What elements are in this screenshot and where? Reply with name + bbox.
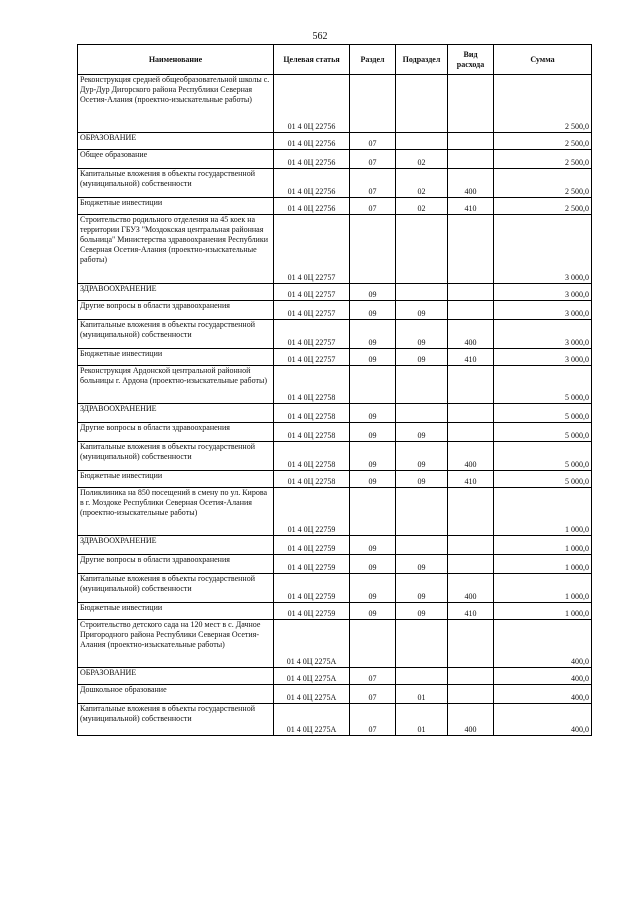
table-header-row [78,45,592,75]
cell-subsection: 09 [396,574,448,603]
cell-amount: 400,0 [494,620,592,668]
table-row [78,536,592,555]
cell-subsection: 02 [396,169,448,198]
cell-subsection [396,215,448,284]
cell-name: Капитальные вложения в объекты государственной (муниципальной) собственности [78,320,274,349]
header-amount: Сумма [494,45,592,75]
cell-section: 09 [350,320,396,349]
cell-amount: 1 000,0 [494,488,592,536]
cell-name: Другие вопросы в области здравоохранения [78,301,274,320]
cell-amount: 400,0 [494,685,592,704]
cell-amount: 400,0 [494,704,592,736]
cell-subsection [396,668,448,685]
table-row [78,133,592,150]
cell-article: 01 4 0Ц 22756 [274,169,350,198]
table-row [78,471,592,488]
cell-subsection: 09 [396,603,448,620]
table-row [78,215,592,284]
cell-article: 01 4 0Ц 2275А [274,685,350,704]
cell-expense-type: 410 [448,349,494,366]
cell-subsection: 09 [396,301,448,320]
cell-name: Бюджетные инвестиции [78,471,274,488]
cell-name: Бюджетные инвестиции [78,198,274,215]
cell-name: Бюджетные инвестиции [78,603,274,620]
cell-amount: 2 500,0 [494,169,592,198]
cell-section: 09 [350,536,396,555]
cell-article: 01 4 0Ц 22757 [274,320,350,349]
cell-subsection: 01 [396,704,448,736]
cell-subsection: 01 [396,685,448,704]
budget-table [77,44,592,736]
cell-subsection: 02 [396,198,448,215]
cell-article: 01 4 0Ц 22758 [274,366,350,404]
cell-expense-type: 410 [448,603,494,620]
table-row [78,169,592,198]
cell-section: 09 [350,574,396,603]
cell-section [350,75,396,133]
cell-amount: 5 000,0 [494,442,592,471]
table-row [78,301,592,320]
cell-section: 07 [350,668,396,685]
cell-expense-type [448,620,494,668]
cell-amount: 5 000,0 [494,366,592,404]
cell-article: 01 4 0Ц 22757 [274,349,350,366]
cell-subsection [396,133,448,150]
cell-section [350,215,396,284]
cell-article: 01 4 0Ц 22757 [274,301,350,320]
cell-name: ЗДРАВООХРАНЕНИЕ [78,536,274,555]
cell-name: Строительство родильного отделения на 45 коек на территории ГБУЗ "Моздокская центральная районная больница" Министерства здравоохранения Республики Северная Осетия-Алания (проектно-изыскательные работы) [78,215,274,284]
cell-article: 01 4 0Ц 22757 [274,215,350,284]
cell-name: ОБРАЗОВАНИЕ [78,668,274,685]
cell-amount: 2 500,0 [494,75,592,133]
cell-name: Другие вопросы в области здравоохранения [78,423,274,442]
cell-section: 09 [350,471,396,488]
cell-expense-type [448,215,494,284]
cell-name: ЗДРАВООХРАНЕНИЕ [78,404,274,423]
cell-amount: 1 000,0 [494,536,592,555]
table-row [78,349,592,366]
cell-expense-type [448,555,494,574]
cell-amount: 2 500,0 [494,133,592,150]
cell-section [350,488,396,536]
table-row [78,320,592,349]
cell-section: 09 [350,603,396,620]
cell-article: 01 4 0Ц 22757 [274,284,350,301]
cell-expense-type [448,366,494,404]
cell-name: Реконструкция Ардонской центральной районной больницы г. Ардона (проектно-изыскательные работы) [78,366,274,404]
table-row [78,603,592,620]
cell-section: 09 [350,404,396,423]
cell-subsection: 09 [396,423,448,442]
cell-article: 01 4 0Ц 22756 [274,133,350,150]
page-number: 562 [312,31,328,42]
cell-subsection: 09 [396,471,448,488]
cell-article: 01 4 0Ц 22759 [274,555,350,574]
cell-amount: 3 000,0 [494,320,592,349]
cell-subsection [396,620,448,668]
cell-name: Дошкольное образование [78,685,274,704]
cell-amount: 5 000,0 [494,471,592,488]
table-row [78,404,592,423]
cell-expense-type: 410 [448,471,494,488]
cell-subsection [396,404,448,423]
cell-amount: 2 500,0 [494,150,592,169]
cell-subsection: 09 [396,320,448,349]
cell-expense-type [448,133,494,150]
cell-article: 01 4 0Ц 22759 [274,488,350,536]
cell-name: Другие вопросы в области здравоохранения [78,555,274,574]
cell-article: 01 4 0Ц 22756 [274,198,350,215]
table-row [78,704,592,736]
cell-amount: 1 000,0 [494,574,592,603]
cell-name: Бюджетные инвестиции [78,349,274,366]
cell-subsection: 02 [396,150,448,169]
cell-article: 01 4 0Ц 22758 [274,442,350,471]
cell-name: Капитальные вложения в объекты государственной (муниципальной) собственности [78,442,274,471]
cell-expense-type [448,404,494,423]
cell-name: ЗДРАВООХРАНЕНИЕ [78,284,274,301]
cell-section: 07 [350,704,396,736]
cell-article: 01 4 0Ц 2275А [274,668,350,685]
cell-name: Реконструкция средней общеобразовательной школы с. Дур-Дур Дигорского района Республики Северная Осетия-Алания (проектно-изыскательные работы) [78,75,274,133]
table-row [78,442,592,471]
table-row [78,668,592,685]
table-row [78,198,592,215]
cell-subsection: 09 [396,442,448,471]
cell-section: 09 [350,349,396,366]
cell-article: 01 4 0Ц 22756 [274,150,350,169]
cell-amount: 1 000,0 [494,603,592,620]
cell-subsection [396,284,448,301]
header-expense-type: Вид расхода [448,45,494,75]
cell-amount: 5 000,0 [494,423,592,442]
cell-expense-type: 400 [448,704,494,736]
cell-expense-type [448,423,494,442]
cell-expense-type [448,150,494,169]
cell-subsection: 09 [396,555,448,574]
cell-expense-type [448,488,494,536]
header-article: Целевая статья [274,45,350,75]
cell-expense-type [448,685,494,704]
header-subsection: Подраздел [396,45,448,75]
cell-article: 01 4 0Ц 22758 [274,471,350,488]
cell-expense-type [448,668,494,685]
cell-article: 01 4 0Ц 22759 [274,536,350,555]
table-row [78,574,592,603]
cell-section: 07 [350,685,396,704]
cell-subsection [396,488,448,536]
table-row [78,555,592,574]
header-name: Наименование [78,45,274,75]
cell-amount: 3 000,0 [494,349,592,366]
cell-section [350,366,396,404]
table-row [78,75,592,133]
cell-section: 09 [350,423,396,442]
cell-name: Капитальные вложения в объекты государственной (муниципальной) собственности [78,169,274,198]
cell-section: 09 [350,301,396,320]
cell-section: 07 [350,150,396,169]
header-section: Раздел [350,45,396,75]
cell-article: 01 4 0Ц 2275А [274,704,350,736]
cell-amount: 3 000,0 [494,301,592,320]
cell-amount: 5 000,0 [494,404,592,423]
cell-subsection [396,75,448,133]
cell-expense-type: 410 [448,198,494,215]
cell-expense-type: 400 [448,442,494,471]
cell-amount: 3 000,0 [494,284,592,301]
cell-section: 09 [350,442,396,471]
cell-expense-type: 400 [448,320,494,349]
cell-article: 01 4 0Ц 2275А [274,620,350,668]
cell-article: 01 4 0Ц 22759 [274,603,350,620]
cell-subsection: 09 [396,349,448,366]
cell-section: 09 [350,555,396,574]
table-row [78,423,592,442]
cell-amount: 2 500,0 [494,198,592,215]
cell-article: 01 4 0Ц 22758 [274,404,350,423]
cell-name: Капитальные вложения в объекты государственной (муниципальной) собственности [78,574,274,603]
cell-amount: 400,0 [494,668,592,685]
cell-expense-type [448,536,494,555]
cell-expense-type [448,301,494,320]
cell-article: 01 4 0Ц 22758 [274,423,350,442]
cell-expense-type: 400 [448,574,494,603]
cell-section: 07 [350,133,396,150]
cell-subsection [396,366,448,404]
cell-name: Строительство детского сада на 120 мест в с. Дачное Пригородного района Республики Северная Осетия-Алания (проектно-изыскательные работы) [78,620,274,668]
table-row [78,620,592,668]
cell-name: ОБРАЗОВАНИЕ [78,133,274,150]
table-row [78,488,592,536]
cell-expense-type: 400 [448,169,494,198]
cell-section: 07 [350,198,396,215]
cell-name: Поликлиника на 850 посещений в смену по ул. Кирова в г. Моздоке Республики Северная Осетия-Алания (проектно-изыскательные работы) [78,488,274,536]
cell-section: 07 [350,169,396,198]
table-row [78,150,592,169]
cell-amount: 3 000,0 [494,215,592,284]
cell-name: Капитальные вложения в объекты государственной (муниципальной) собственности [78,704,274,736]
table-row [78,366,592,404]
cell-section: 09 [350,284,396,301]
cell-expense-type [448,75,494,133]
cell-article: 01 4 0Ц 22756 [274,75,350,133]
cell-name: Общее образование [78,150,274,169]
cell-amount: 1 000,0 [494,555,592,574]
cell-section [350,620,396,668]
cell-expense-type [448,284,494,301]
cell-subsection [396,536,448,555]
table-row [78,685,592,704]
cell-article: 01 4 0Ц 22759 [274,574,350,603]
table-row [78,284,592,301]
